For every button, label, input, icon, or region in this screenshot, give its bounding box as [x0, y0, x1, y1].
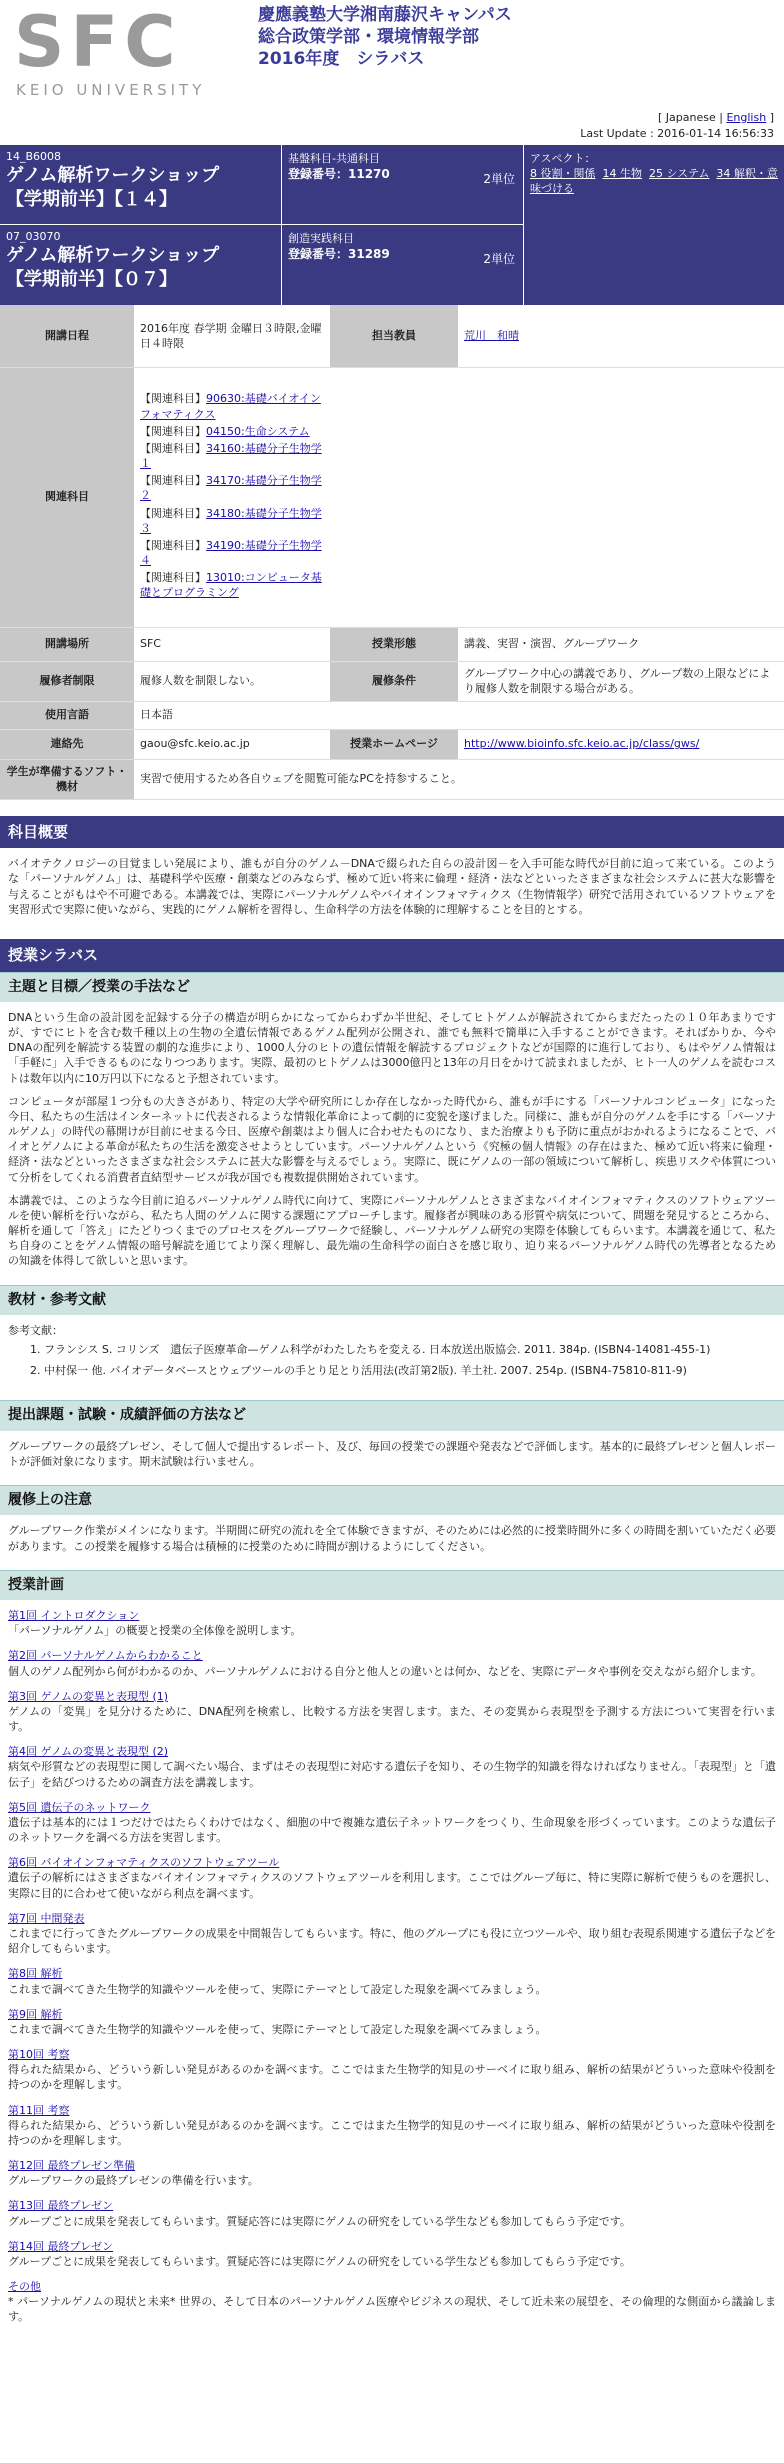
plan-title[interactable]: 第3回 ゲノムの変異と表現型 (1) [8, 1689, 169, 1703]
value-place: SFC [134, 627, 330, 661]
related-course [140, 506, 324, 536]
goal-text [0, 1002, 784, 1285]
last-update: Last Update : 2016-01-14 16:56:33 [580, 127, 774, 140]
related-tag: 【関連科目】 [140, 506, 206, 520]
teacher-link[interactable]: 荒川 和晴 [464, 329, 519, 343]
keio-university-wordmark: KEIO UNIVERSITY [16, 81, 206, 99]
plan-item [8, 2158, 776, 2188]
plan-text: グループごとに成果を発表してもらいます。質疑応答には実際にゲノムの研究をしている学生なども参加してもらう予定です。 [8, 2254, 631, 2268]
course-name-line: 【学期前半】【０７】 [6, 269, 177, 291]
label-contact: 連絡先 [0, 729, 134, 759]
plan-item [8, 1911, 776, 1957]
plan-item [8, 2198, 776, 2228]
aspect-panel [524, 145, 784, 305]
separator: | [719, 111, 723, 124]
related-tag: 【関連科目】 [140, 392, 206, 406]
course-kind: 創造実践科目 [288, 232, 354, 245]
aspect-link[interactable]: 8 役割・関係 [530, 167, 596, 181]
credit-units: 2単位 [483, 172, 515, 186]
plan-text: 病気や形質などの表現型に関して調べたい場合、まずはその表現型に対応する遺伝子を知り、その生物学的知識を得なければなりません。「表現型」と「遺伝子」を結びつけるための調査方法を講義します。 [8, 1760, 776, 1789]
value-language: 日本語 [134, 701, 784, 729]
notes-heading: 履修上の注意 [0, 1485, 784, 1515]
course-registration [282, 145, 524, 305]
overview-paragraph: バイオテクノロジーの目覚ましい発展により、誰もが自分のゲノム－DNAで綴られた自らの設計図－を入手可能な時代が目前に迫って来ている。このような「パーソナルゲノム」は、基礎科学や医療・創薬などのみならず、極めて近い将来に倫理・経済・法などといったさまざまな社会システムに甚大な影響を与えることがもはや不可避である。本講義では、実際にパーソナルゲノムやバイオインフォマティクス（生物情報学）研究で活用されているソフトウェアを実習形式で実際に使いながら、実践的にゲノム解析を習得し、生命科学の方法を体験的に理解することを目的とする。 [8, 857, 776, 916]
aspect-link[interactable]: 34 解釈・意味づける [530, 167, 778, 196]
goal-paragraph: DNAという生命の設計図を記録する分子の構造が明らかになってからわずか半世紀、そしてヒトゲノムが解読されてからまだたったの１０年あまりですが、すでにヒトを含む数千種以上の生物の全遺伝情報であるゲノム配列が公開され、誰でも無料で簡単に入手することができます。そればかりか、今やDNAの配列を解読する装置の劇的な進歩により、1000人分のヒトの遺伝情報を解読するプロジェクトなどが国際的に進行しており、もはやゲノム情報は「手軽に」入手できるものになりつつあります。実際、最初のヒトゲノムは3000億円と13年の月日をかけて読まれましたが、ヒト一人のゲノムを読むコストは数年以内に10万円以下になると予想されています。 [8, 1010, 776, 1085]
sfc-logo[interactable]: SFC [14, 1, 182, 83]
label-prep: 学生が準備するソフト・機材 [0, 759, 134, 799]
plan-text: 得られた結果から、どういう新しい発見があるのかを調べます。ここではまた生物学的知見のサーベイに取り組み、解析の結果がどういった意味や役割を持つのかを理解します。 [8, 2063, 776, 2092]
plan-text: 遺伝子の解析にはさまざまなバイオインフォマティクスのソフトウェアツールを利用します。ここではグループ毎に、特に実際に解析で使うものを選択し、実際に目的に合わせて使いながら利点を調べます。 [8, 1871, 776, 1900]
related-course-link[interactable]: 04150:生命システム [206, 424, 310, 438]
course-id: 07_03070 [6, 230, 61, 243]
notes-paragraph: グループワーク作業がメインになります。半期間に研究の流れを全て体験できますが、そのためには必然的に授業時間外に多くの時間を割いていただく必要があります。この授業を履修する場合は積極的に授業のために時間が割けるようにしてください。 [8, 1524, 777, 1553]
plan-item [8, 1744, 776, 1790]
plan-title[interactable]: 第8回 解析 [8, 1967, 63, 1981]
books-label: 参考文献： [8, 1323, 63, 1337]
value-contact: gaou@sfc.keio.ac.jp [134, 729, 330, 759]
plan-title[interactable]: 第12回 最終プレゼン準備 [8, 2159, 136, 2173]
value-homepage [458, 729, 784, 759]
plan-text: 「パーソナルゲノム」の概要と授業の全体像を説明します。 [8, 1624, 302, 1638]
goal-heading: 主題と目標／授業の手法など [0, 972, 784, 1002]
label-homepage: 授業ホームページ [330, 729, 458, 759]
books-heading: 教材・参考文献 [0, 1285, 784, 1315]
related-tag: 【関連科目】 [140, 538, 206, 552]
plan-item [8, 1800, 776, 1846]
registration-entry [282, 225, 524, 305]
value-form: 講義、実習・演習、グループワーク [458, 627, 784, 661]
label-language: 使用言語 [0, 701, 134, 729]
related-tag: 【関連科目】 [140, 424, 206, 438]
label-place: 開講場所 [0, 627, 134, 661]
related-course [140, 391, 324, 421]
goal-paragraph: 本講義では、このような今目前に迫るパーソナルゲノム時代に向けて、実際にパーソナルゲノムとさまざまなバイオインフォマティクスのソフトウェアツールを使い解析を行いながら、私たち人間のゲノムに関する課題にアプローチします。履修者が興味のある形質や病気について、問題を発見するところから、解析を通して「答え」にたどりつくまでのプロセスをグループワークで経験し、パーソナルゲノム研究の実際を体験してもらいます。本講義を通じて、私たち自身のことをゲノム情報の暗号解読を通じてより深く理解し、最先端の生命科学の面白さを感じ取り、迫り来るパーソナルゲノム時代の先導者となるための知識を体得して欲しいと思います。 [8, 1193, 776, 1268]
course-name-line: 【学期前半】【１４】 [6, 189, 177, 211]
course-name [6, 244, 275, 292]
related-course-link[interactable]: 13010:コンピュータ基礎とプログラミング [140, 571, 322, 600]
lang-english-link[interactable]: English [726, 111, 767, 124]
label-related: 関連科目 [0, 367, 134, 627]
header-title-line: 慶應義塾大学湘南藤沢キャンパス [258, 5, 512, 25]
related-course-link[interactable]: 34160:基礎分子生物学１ [140, 441, 322, 471]
related-course [140, 538, 324, 568]
header-title-line: 2016年度 シラバス [258, 49, 425, 69]
bracket: [ [658, 111, 663, 124]
aspect-label: アスペクト： [530, 152, 596, 165]
plan-title[interactable]: 第14回 最終プレゼン [8, 2239, 114, 2253]
reference-list [0, 1338, 784, 1392]
value-period: 2016年度 春学期 金曜日３時限,金曜日４時限 [134, 305, 330, 367]
plan-title[interactable]: 第9回 解析 [8, 2007, 63, 2021]
plan-title[interactable]: 第11回 考察 [8, 2103, 70, 2117]
plan-item [8, 1855, 776, 1901]
value-prep: 実習で使用するため各自ウェブを閲覧可能なPCを持参すること。 [134, 759, 784, 799]
value-condition: グループワーク中心の講義であり、グループ数の上限などにより履修人数を制限する場合がある。 [458, 661, 784, 701]
plan-item [8, 1689, 776, 1735]
plan-text: 個人のゲノム配列から何がわかるのか、パーソナルゲノムにおける自分と他人との違いとは何か、などを、実際にデータや事例を交えながら紹介します。 [8, 1664, 762, 1678]
related-tag: 【関連科目】 [140, 441, 206, 455]
label-limit: 履修者制限 [0, 661, 134, 701]
goal-paragraph: コンピュータが部屋１つ分もの大きさがあり、特定の大学や研究所にしか存在しなかった時代から、誰もが手にする「パーソナルコンピュータ」になった今日、私たちの生活はインターネットに代表されるような情報化革命によって劇的に変貌を遂げました。同様に、誰もが自分のゲノムを手にする「パーソナルゲノム」の時代の幕開けが目前にせまる今日、医療や創薬はより個人に合わせたものになり、また治療よりも予防に重点がおかれるようになることで、バイオとゲノムによる革命が私たちの生活を激変させようとしています。パーソナルゲノムという《究極の個人情報》の存在はまた、極めて近い将来に倫理・経済・法などといったさまざまな社会システムに甚大な影響を与えるでしょう。実際に、既にゲノムの一部の領域について解析し、疾患リスクや体質について分析をしてくれる消費者直結型サービスが我が国でも複数提供開始されています。 [8, 1094, 777, 1184]
plan-title[interactable]: 第13回 最終プレゼン [8, 2199, 114, 2213]
course-entry [0, 145, 282, 225]
related-course [140, 424, 324, 439]
plan-list [0, 1600, 784, 2343]
course-names [0, 145, 282, 305]
syllabus-heading: 授業シラバス [0, 939, 784, 972]
plan-text: これまで調べてきた生物学的知識やツールを使って、実際にテーマとして設定した現象を調べてみましょう。 [8, 2022, 547, 2036]
related-course-link[interactable]: 34170:基礎分子生物学２ [140, 474, 322, 503]
plan-text: グループワークの最終プレゼンの準備を行います。 [8, 2174, 259, 2188]
bracket: ] [769, 111, 774, 124]
header-title [258, 4, 512, 70]
plan-text: 得られた結果から、どういう新しい発見があるのかを調べます。ここではまた生物学的知見のサーベイに取り組み、解析の結果がどういった意味や役割を持つのかを理解します。 [8, 2118, 776, 2147]
plan-text: これまで調べてきた生物学的知識やツールを使って、実際にテーマとして設定した現象を調べてみましょう。 [8, 1982, 547, 1996]
plan-item [8, 1608, 776, 1638]
plan-title[interactable]: 第6回 バイオインフォマティクスのソフトウェアツール [8, 1856, 280, 1870]
reference-item: 2. 中村保一 他. バイオデータベースとウェブツールの手とり足とり活用法(改訂第2版). 羊土社. 2007. 254p. (ISBN4-75810-811-9) [44, 1363, 776, 1378]
course-name-line: ゲノム解析ワークショップ [6, 165, 220, 187]
overview-heading: 科目概要 [0, 816, 784, 849]
reference-item: 1. フランシス S. コリンズ 遺伝子医療革命—ゲノム科学がわたしたちを変える. 日本放送出版協会. 2011. 384p. (ISBN4-14081-455-1) [44, 1342, 776, 1357]
plan-text: これまでに行ってきたグループワークの成果を中間報告してもらいます。特に、他のグループにも役に立つツールや、取り組む表現系関連する遺伝子などを紹介してもらいます。 [8, 1927, 776, 1956]
plan-title[interactable]: 第1回 イントロダクション [8, 1609, 140, 1623]
lang-japanese[interactable]: Japanese [665, 111, 716, 124]
registration-number: 登録番号：11270 [288, 167, 390, 182]
plan-item [8, 2007, 776, 2037]
label-period: 開講日程 [0, 305, 134, 367]
plan-text: グループごとに成果を発表してもらいます。質疑応答には実際にゲノムの研究をしている学生なども参加してもらう予定です。 [8, 2214, 631, 2228]
course-id: 14_B6008 [6, 150, 62, 163]
evaluation-heading: 提出課題・試験・成績評価の方法など [0, 1400, 784, 1430]
homepage-link[interactable]: http://www.bioinfo.sfc.keio.ac.jp/class/gws/ [464, 737, 700, 751]
related-tag: 【関連科目】 [140, 571, 206, 585]
plan-title[interactable]: 第10回 考察 [8, 2048, 70, 2062]
related-course [140, 473, 324, 503]
plan-title[interactable]: 第5回 遺伝子のネットワーク [8, 1800, 151, 1814]
registration-entry [282, 145, 524, 225]
overview-text [0, 848, 784, 933]
language-switcher [0, 110, 784, 126]
plan-title[interactable]: その他 [8, 2280, 41, 2294]
plan-item [8, 2047, 776, 2093]
notes-text [0, 1515, 784, 1569]
plan-heading: 授業計画 [0, 1570, 784, 1600]
plan-title[interactable]: 第4回 ゲノムの変異と表現型 (2) [8, 1745, 169, 1759]
blank-cell [330, 367, 784, 627]
plan-item [8, 2103, 776, 2149]
related-course-link[interactable]: 34180:基礎分子生物学３ [140, 506, 322, 535]
plan-title[interactable]: 第7回 中間発表 [8, 1911, 85, 1925]
label-condition: 履修条件 [330, 661, 458, 701]
related-course [140, 570, 324, 600]
plan-item [8, 1648, 776, 1678]
related-course-link[interactable]: 34190:基礎分子生物学４ [140, 538, 322, 568]
aspect-list [530, 166, 778, 196]
related-courses-list [134, 367, 330, 627]
plan-item [8, 1966, 776, 1996]
plan-item [8, 2279, 776, 2325]
related-tag: 【関連科目】 [140, 474, 206, 488]
credit-units: 2単位 [483, 252, 515, 266]
plan-text: ゲノムの「変異」を見分けるために、DNA配列を検索し、比較する方法を実習します。また、その変異から表現型を予測する方法について実習を行います。 [8, 1704, 776, 1734]
aspect-link[interactable]: 14 生物 [602, 167, 642, 181]
plan-item [8, 2239, 776, 2269]
label-form: 授業形態 [330, 627, 458, 661]
course-kind: 基盤科目-共通科目 [288, 152, 380, 165]
related-course [140, 441, 324, 471]
evaluation-paragraph: グループワークの最終プレゼン、そして個人で提出するレポート、及び、毎回の授業での課題や発表などで評価します。基本的に最終プレゼンと個人レポートが評価対象になります。期末試験は行いません。 [8, 1439, 776, 1468]
course-bar [0, 144, 784, 305]
course-entry [0, 225, 282, 305]
plan-title[interactable]: 第2回 パーソナルゲノムからわかること [8, 1649, 203, 1663]
label-teacher: 担当教員 [330, 305, 458, 367]
site-header [0, 0, 784, 110]
registration-number: 登録番号：31289 [288, 247, 390, 262]
evaluation-text [0, 1431, 784, 1485]
value-teacher [458, 305, 784, 367]
value-limit: 履修人数を制限しない。 [134, 661, 330, 701]
course-name [6, 164, 275, 212]
course-info-table [0, 305, 784, 800]
plan-text: 遺伝子は基本的には１つだけではたらくわけではなく、細胞の中で複雑な遺伝子ネットワークをつくり、生命現象を形づくっています。このような遺伝子のネットワークを調べる方法を実習します。 [8, 1815, 776, 1845]
plan-text: * パーソナルゲノムの現状と未来* 世界の、そして日本のパーソナルゲノム医療やビジネスの現状、そして近未来の展望を、その倫理的な側面から議論します。 [8, 2295, 776, 2324]
related-course-link[interactable]: 90630:基礎バイオインフォマティクス [140, 392, 321, 421]
header-title-line: 総合政策学部・環境情報学部 [258, 27, 479, 47]
aspect-link[interactable]: 25 システム [649, 167, 710, 181]
course-name-line: ゲノム解析ワークショップ [6, 245, 220, 267]
